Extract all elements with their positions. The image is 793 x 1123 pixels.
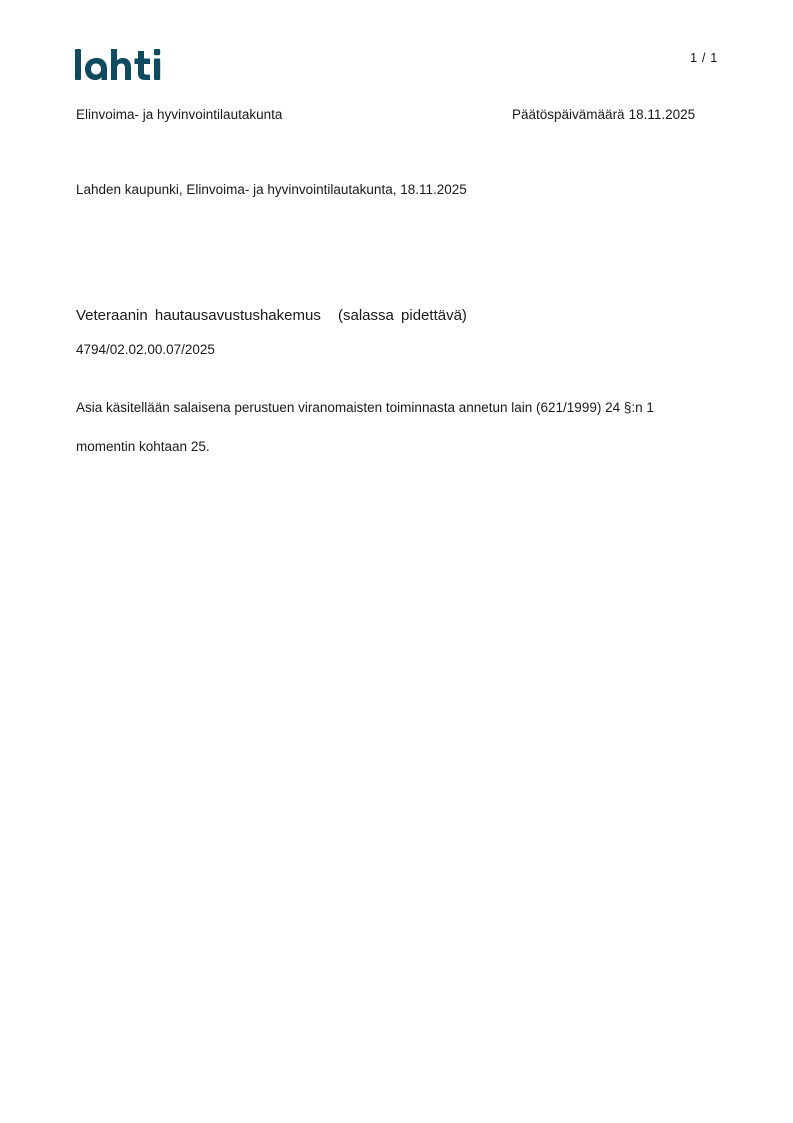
decision-date-value: 18.11.2025 xyxy=(628,107,696,122)
decision-date xyxy=(512,107,695,122)
page-number: 1 / 1 xyxy=(690,50,718,65)
decision-date-label: Päätöspäivämäärä xyxy=(512,107,625,122)
minutes-heading: Lahden kaupunki, Elinvoima- ja hyvinvointilautakunta, 18.11.2025 xyxy=(76,182,467,197)
body-text-line: momentin kohtaan 25. xyxy=(76,439,210,454)
organization-name: Elinvoima- ja hyvinvointilautakunta xyxy=(76,107,283,122)
case-title xyxy=(76,307,467,324)
lahti-logo xyxy=(75,47,167,81)
body-text-line: Asia käsitellään salaisena perustuen viranomaisten toiminnasta annetun lain (621/1999) 24 §:n 1 xyxy=(76,400,654,415)
case-title-text: Veteraanin hautausavustushakemus xyxy=(76,307,321,324)
case-number: 4794/02.02.00.07/2025 xyxy=(76,342,215,357)
confidentiality-note: (salassa pidettävä) xyxy=(338,307,467,324)
